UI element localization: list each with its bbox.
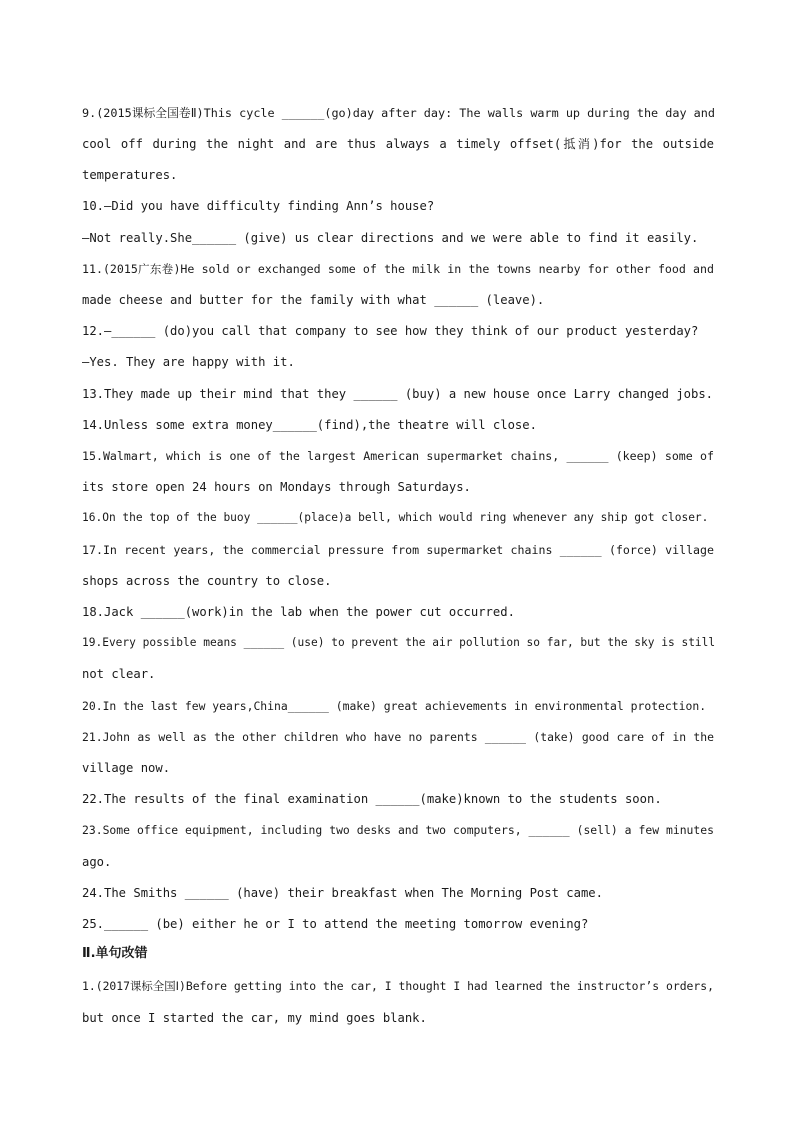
section-heading: Ⅱ.单句改错 [82,946,148,961]
q13-line: 13.They made up their mind that they ______ (buy) a new house once Larry changed jobs. [82,387,714,401]
correction-q1-line-2: but once I started the car, my mind goes blank. [82,1011,427,1025]
correction-q1-line-1: 1.(2017课标全国Ⅰ)Before getting into the car, I thought I had learned the instructor’s orders, [82,979,714,993]
q22-line: 22.The results of the final examination ______(make)known to the students soon. [82,792,662,806]
q25-line: 25.______ (be) either he or I to attend the meeting tomorrow evening? [82,917,589,931]
q17-line-1: 17.In recent years, the commercial pressure from supermarket chains ______ (force) village [82,543,714,557]
q17-line-2: shops across the country to close. [82,574,332,588]
q23-line-2: ago. [82,855,112,869]
q21-line-2: village now. [82,761,171,775]
q14-line: 14.Unless some extra money______(find),the theatre will close. [82,418,537,432]
q18-line: 18.Jack ______(work)in the lab when the power cut occurred. [82,605,515,619]
q10-line-2: —Not really.She______ (give) us clear directions and we were able to find it easily. [82,231,699,245]
q19-line-2: not clear. [82,667,156,681]
q19-line-1: 19.Every possible means ______ (use) to prevent the air pollution so far, but the sky is still [82,636,716,649]
q21-line-1: 21.John as well as the other children who have no parents ______ (take) good care of in the [82,730,714,744]
q24-line: 24.The Smiths ______ (have) their breakfast when The Morning Post came. [82,886,603,900]
q23-line-1: 23.Some office equipment, including two desks and two computers, ______ (sell) a few minutes [82,823,714,837]
q15-line-1: 15.Walmart, which is one of the largest American supermarket chains, ______ (keep) some of [82,449,714,463]
q16-line: 16.On the top of the buoy ______(place)a bell, which would ring whenever any ship got closer. [82,511,709,524]
q12-line-2: —Yes. They are happy with it. [82,355,295,369]
q11-line-2: made cheese and butter for the family with what ______ (leave). [82,293,545,307]
q20-line: 20.In the last few years,China______ (make) great achievements in environmental protection. [82,699,707,713]
q9-line-1: 9.(2015课标全国卷Ⅱ)This cycle ______(go)day after day: The walls warm up during the day and [82,106,715,120]
q10-line-1: 10.—Did you have difficulty finding Ann’s house? [82,199,435,213]
q12-line-1: 12.—______ (do)you call that company to see how they think of our product yesterday? [82,324,699,338]
q9-line-2: cool off during the night and are thus always a timely offset(抵消)for the outside [82,137,714,151]
q15-line-2: its store open 24 hours on Mondays through Saturdays. [82,480,471,494]
q9-line-3: temperatures. [82,168,178,182]
q11-line-1: 11.(2015广东卷)He sold or exchanged some of the milk in the towns nearby for other food and [82,262,714,276]
